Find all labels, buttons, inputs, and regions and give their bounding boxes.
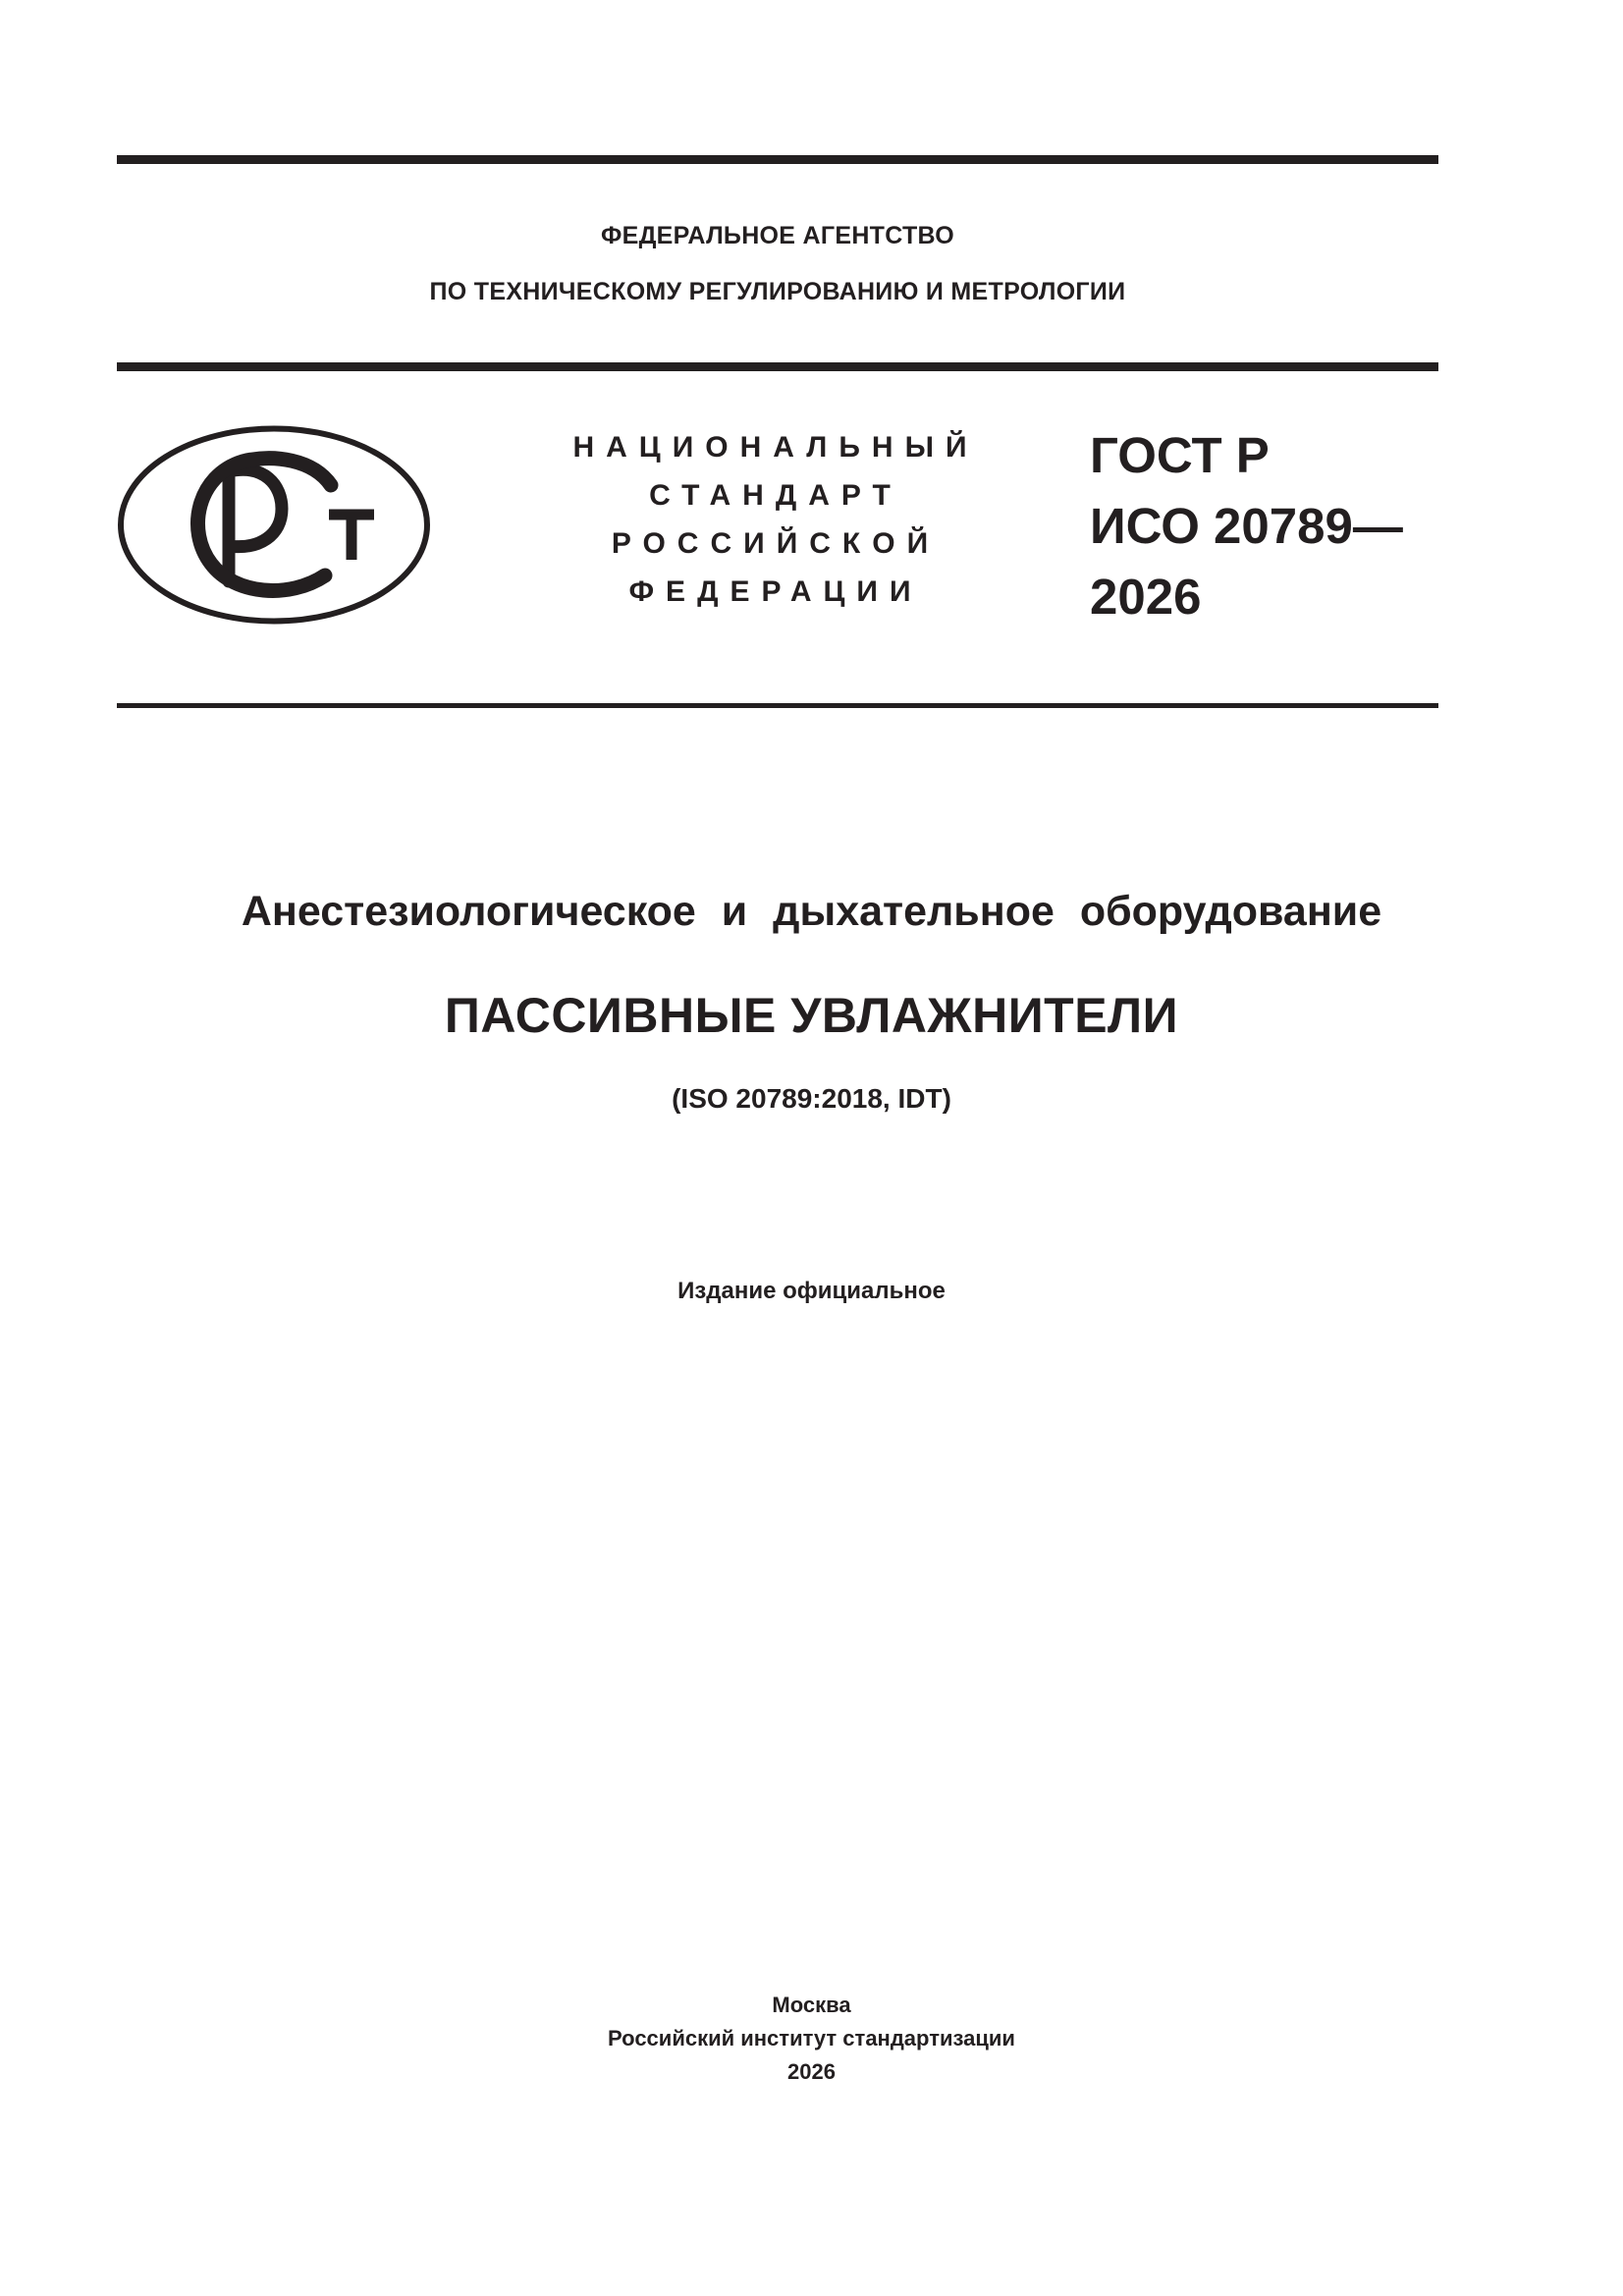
imprint bbox=[0, 1989, 1623, 2089]
rst-certification-mark-icon bbox=[117, 424, 431, 626]
document-subject: Анестезиологическое и дыхательное оборудование bbox=[241, 888, 1382, 935]
national-standard-line-2: СТАНДАРТ bbox=[649, 479, 902, 512]
designation-line-1: ГОСТ Р bbox=[1090, 427, 1270, 483]
designation-line-2: ИСО 20789— bbox=[1090, 498, 1403, 554]
header-bottom-rule bbox=[117, 703, 1438, 708]
standard-designation bbox=[1090, 420, 1403, 632]
agency-bottom-rule bbox=[117, 362, 1438, 371]
imprint-city: Москва bbox=[772, 1993, 851, 2017]
designation-line-3: 2026 bbox=[1090, 569, 1202, 625]
national-standard-line-3: РОССИЙСКОЙ bbox=[611, 527, 941, 560]
national-standard-line-4: ФЕДЕРАЦИИ bbox=[628, 575, 923, 608]
imprint-publisher: Российский институт стандартизации bbox=[608, 2026, 1015, 2050]
national-standard-line-1: НАЦИОНАЛЬНЫЙ bbox=[572, 431, 979, 464]
edition-note: Издание официальное bbox=[677, 1278, 946, 1304]
top-rule bbox=[117, 155, 1438, 164]
document-title: ПАССИВНЫЕ УВЛАЖНИТЕЛИ bbox=[444, 988, 1179, 1043]
iso-reference: (ISO 20789:2018, IDT) bbox=[672, 1083, 951, 1114]
imprint-year: 2026 bbox=[787, 2059, 836, 2084]
agency-name-line-2: ПО ТЕХНИЧЕСКОМУ РЕГУЛИРОВАНИЮ И МЕТРОЛОГИИ bbox=[429, 278, 1126, 305]
agency-name-line-1: ФЕДЕРАЛЬНОЕ АГЕНТСТВО bbox=[600, 222, 955, 249]
